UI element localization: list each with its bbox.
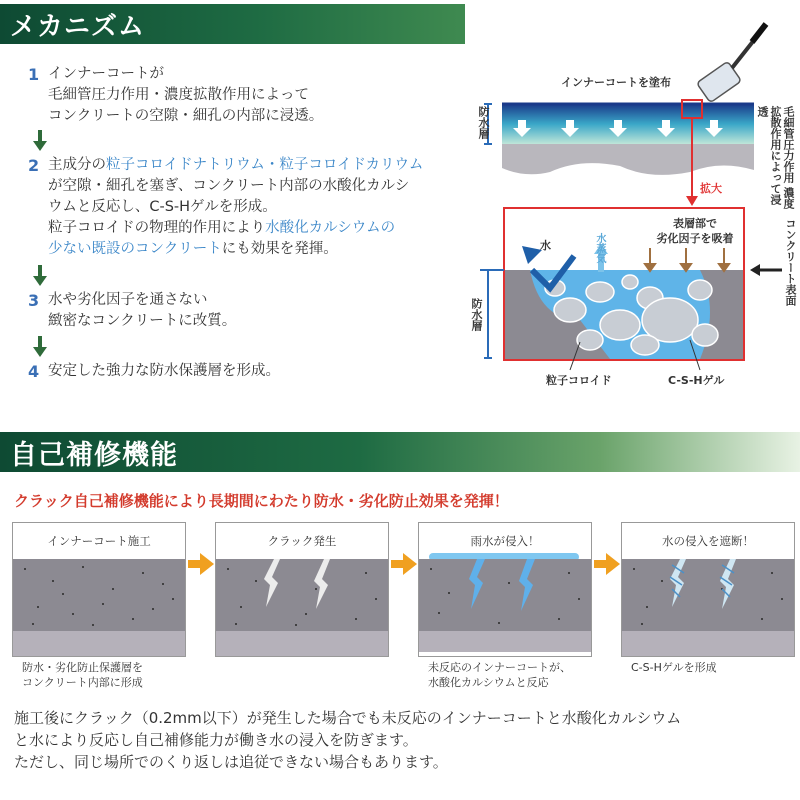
panel-title: クラック発生	[267, 534, 337, 548]
caption-line: 未反応のインナーコートが、	[428, 661, 571, 674]
down-arrow-icon	[33, 130, 47, 152]
panel-title: 水の侵入を遮断！	[662, 534, 754, 548]
step-line: 主成分の	[48, 157, 106, 173]
concrete-surface-label: コンクリート表面	[784, 218, 797, 306]
caption-line: 防水・劣化防止保護層を	[22, 661, 143, 674]
footer-line: 施工後にクラック（0.2mm以下）が発生した場合でも未反応のインナーコートと水酸化カルシウム	[14, 709, 682, 727]
caption-line: 水酸化カルシウムと反応	[428, 676, 549, 689]
csh-gel-label: C-S-Hゲル	[668, 374, 725, 387]
enlarge-label: 拡大	[700, 182, 722, 195]
step-line: 毛細管圧力作用・濃度拡散作用によって	[48, 87, 309, 103]
caption-line: C-S-Hゲルを形成	[631, 661, 717, 674]
highlight-text: 水酸化カルシウムの	[265, 220, 396, 236]
panel-coat-applied	[12, 522, 186, 657]
step-line: にも効果を発揮。	[221, 241, 338, 257]
waterproof-layer-label-2: 防水層	[470, 298, 483, 331]
highlight-text: 粒子コロイドナトリウム・粒子コロイドカリウム	[106, 157, 424, 173]
step-number: 3	[28, 291, 40, 310]
panel-rain	[418, 522, 592, 657]
right-arrow-icon	[200, 553, 214, 575]
right-arrow-icon	[606, 553, 620, 575]
apply-label: インナーコートを塗布	[561, 76, 671, 89]
water-label: 水	[540, 239, 551, 252]
concrete-top	[502, 144, 754, 175]
panel-title: 雨水が侵入！	[470, 534, 540, 548]
footer-text	[14, 707, 794, 773]
roller-icon	[697, 24, 766, 103]
step-line: インナーコートが	[48, 66, 164, 82]
step-line: コンクリートの空隙・細孔の内部に浸透。	[48, 108, 324, 124]
right-arrow-icon	[403, 553, 417, 575]
down-arrow-icon	[33, 336, 47, 358]
panel-title: インナーコート施工	[47, 534, 151, 548]
self-repair-tagline: クラック自己補修機能により長期間にわたり防水・劣化防止効果を発揮！	[14, 492, 509, 510]
step-line: 安定した強力な防水保護層を形成。	[48, 363, 280, 379]
footer-line: と水により反応し自己補修能力が働き水の浸入を防ぎます。	[14, 731, 418, 749]
down-arrow-icon	[33, 265, 47, 287]
caption-line: コンクリート内部に形成	[22, 676, 143, 689]
penetration-note: 毛細管圧力作用 濃度拡散作用によって浸透	[756, 106, 795, 209]
panel-crack	[215, 522, 389, 657]
caption-1	[22, 660, 143, 690]
mechanism-banner	[0, 4, 465, 44]
particle-colloid-label: 粒子コロイド	[546, 374, 612, 387]
step-number: 4	[28, 362, 40, 381]
step-line: 緻密なコンクリートに改質。	[48, 313, 237, 329]
footer-line: ただし、同じ場所でのくり返しは追従できない場合もあります。	[14, 753, 448, 771]
step-number: 1	[28, 65, 40, 84]
step-line: ウムと反応し、C-S-Hゲルを形成。	[48, 199, 277, 215]
self-repair-title: 自己補修機能	[10, 439, 178, 471]
panel-blocked	[621, 522, 795, 657]
step-line: 粒子コロイドの物理的作用により	[48, 220, 266, 236]
step-line: 水や劣化因子を通さない	[48, 292, 208, 308]
caption-3	[631, 660, 717, 675]
vapor-label: 水蒸気	[594, 233, 605, 263]
caption-2	[428, 660, 571, 690]
absorb-label-line: 表層部で	[673, 217, 717, 230]
mechanism-title: メカニズム	[10, 11, 146, 42]
waterproof-layer-label: 防水層	[477, 106, 490, 139]
step-line: が空隙・細孔を塞ぎ、コンクリート内部の水酸化カルシ	[48, 178, 410, 194]
highlight-text: 少ない既設のコンクリート	[48, 241, 222, 257]
self-repair-banner	[0, 432, 800, 472]
step-number: 2	[28, 156, 40, 175]
absorb-label-line: 劣化因子を吸着	[656, 232, 734, 245]
absorb-label	[650, 216, 740, 246]
